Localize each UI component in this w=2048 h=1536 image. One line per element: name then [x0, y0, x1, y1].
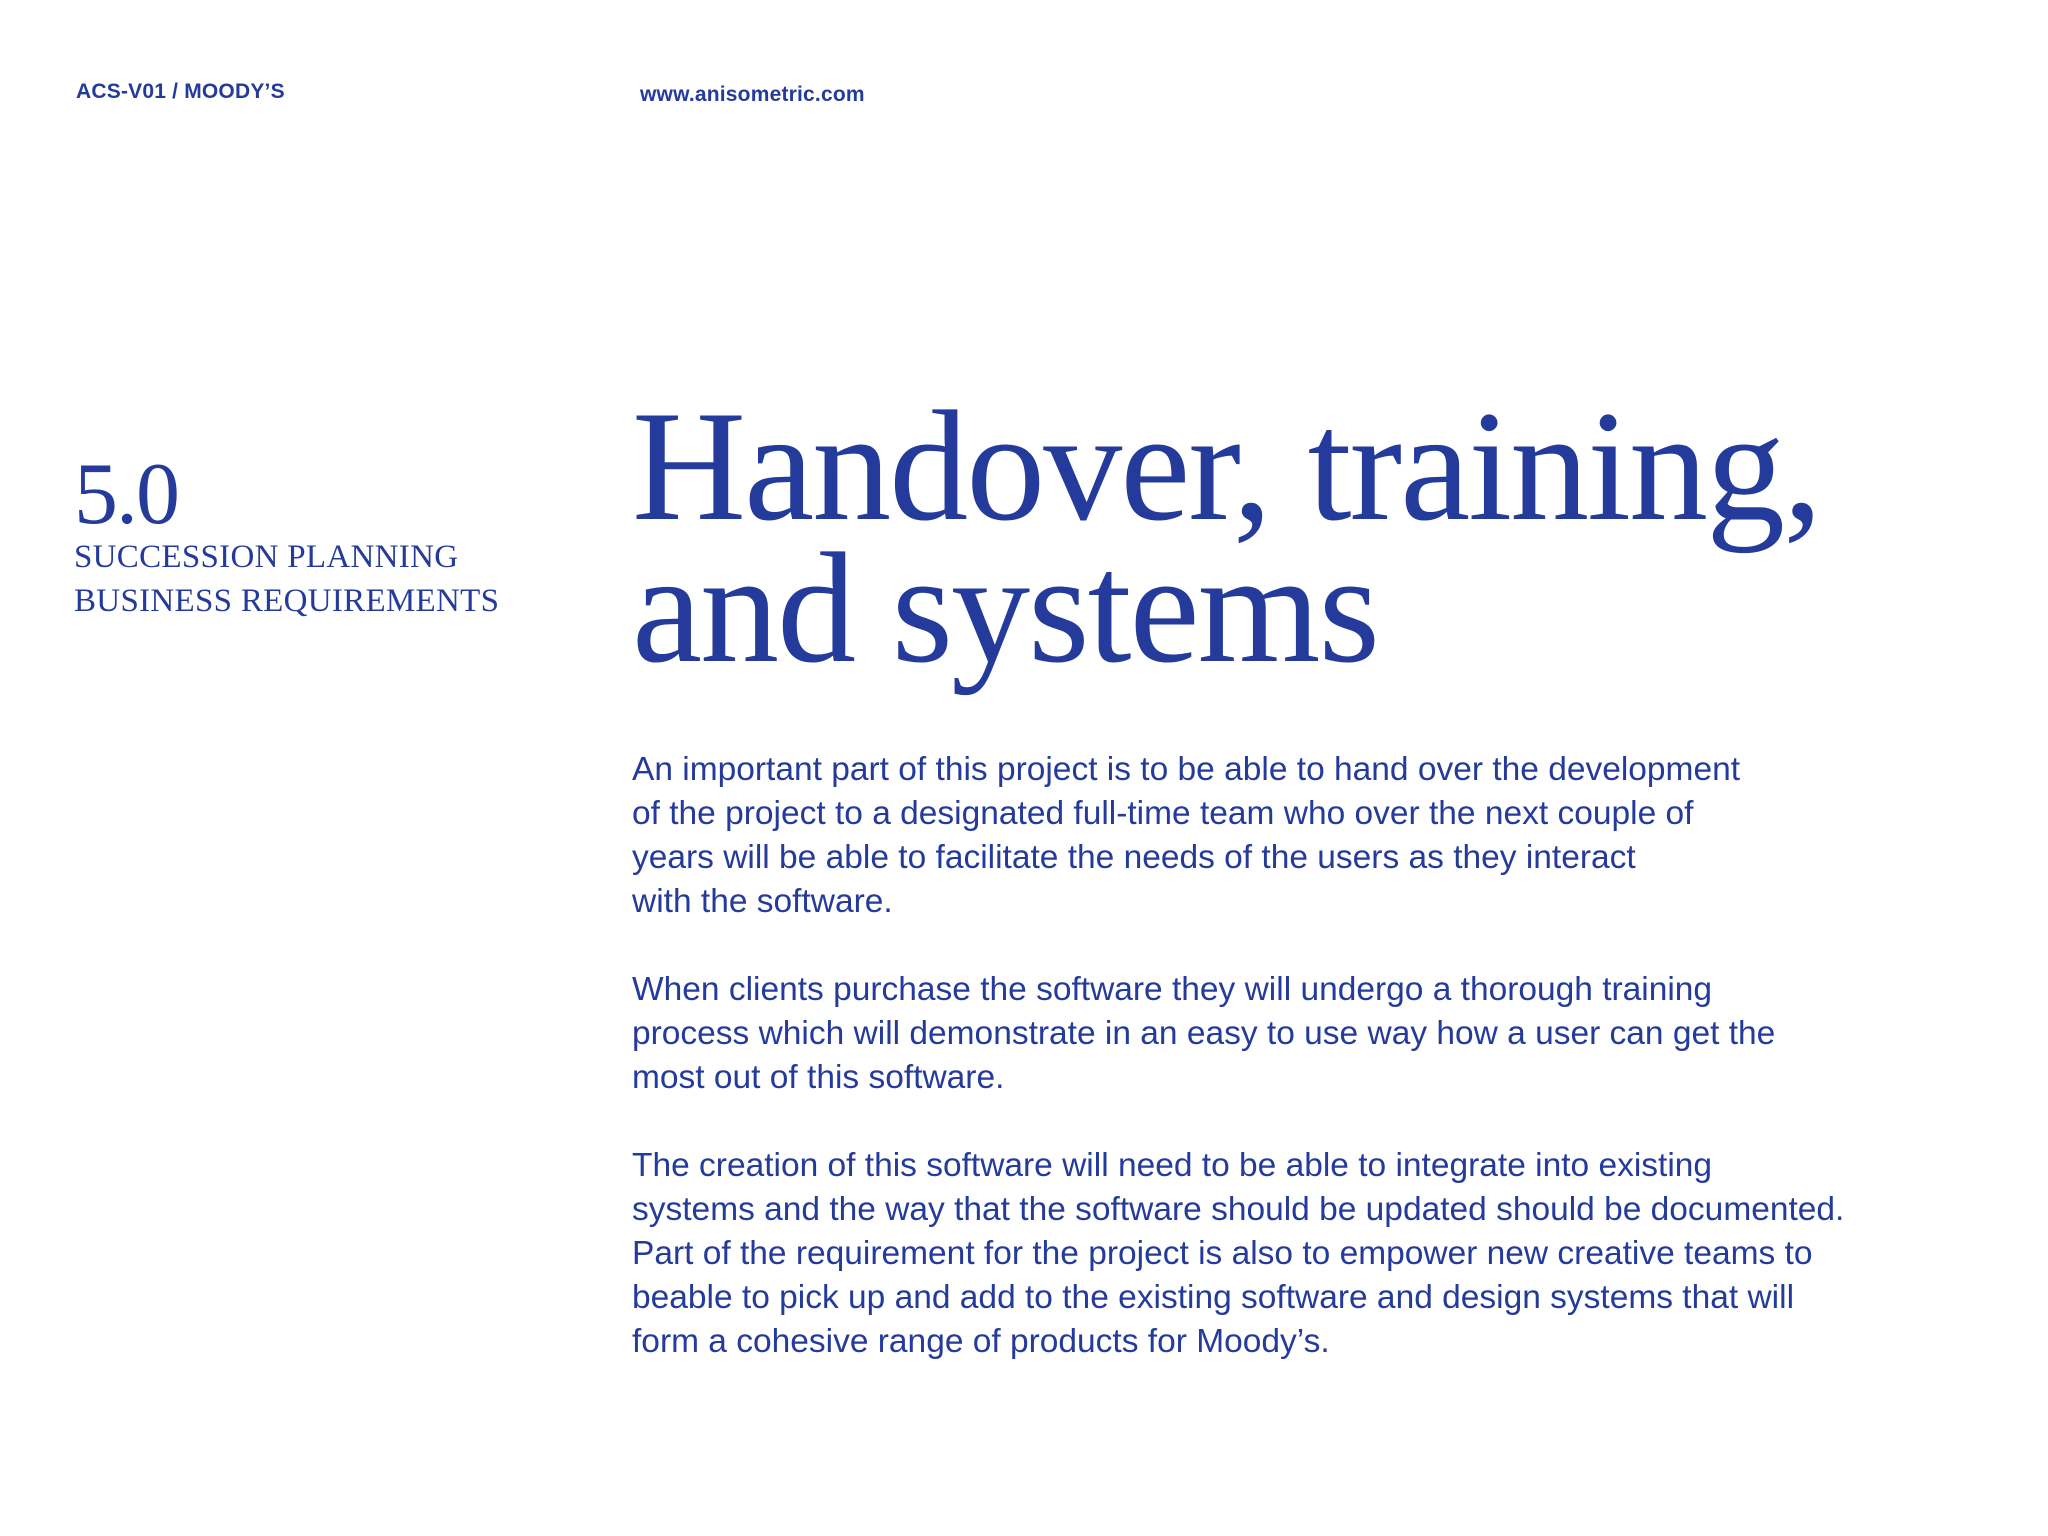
section-subtitle-line2: BUSINESS REQUIREMENTS: [74, 583, 500, 619]
body-paragraph-1: An important part of this project is to be able to hand over the development of the project to a designated full-time team who over the next couple of years will be able to facilitate the needs of the users as they interact with the software.: [632, 751, 1741, 920]
body-paragraph-2: When clients purchase the software they will undergo a thorough training process which will demonstrate in an easy to use way how a user can get the most out of this software.: [632, 971, 1776, 1096]
website-url: www.anisometric.com: [640, 83, 865, 106]
page-title: [632, 379, 2012, 696]
page-title-text: Handover, training, and systems: [632, 379, 1821, 696]
document-reference: ACS-V01 / MOODY’S: [76, 80, 285, 103]
body-paragraph-3: The creation of this software will need to be able to integrate into existing systems and the way that the software should be updated should be documented. Part of the requirement for the project is also to empower new creative teams to beable to pick up and add to the existing software and design systems that will form a cohesive range of products for Moody’s.: [632, 1147, 1845, 1360]
section-number: 5.0: [74, 446, 178, 543]
body-text: [632, 748, 2022, 1408]
section-heading: [74, 446, 500, 623]
section-subtitle-line1: SUCCESSION PLANNING: [74, 539, 459, 575]
